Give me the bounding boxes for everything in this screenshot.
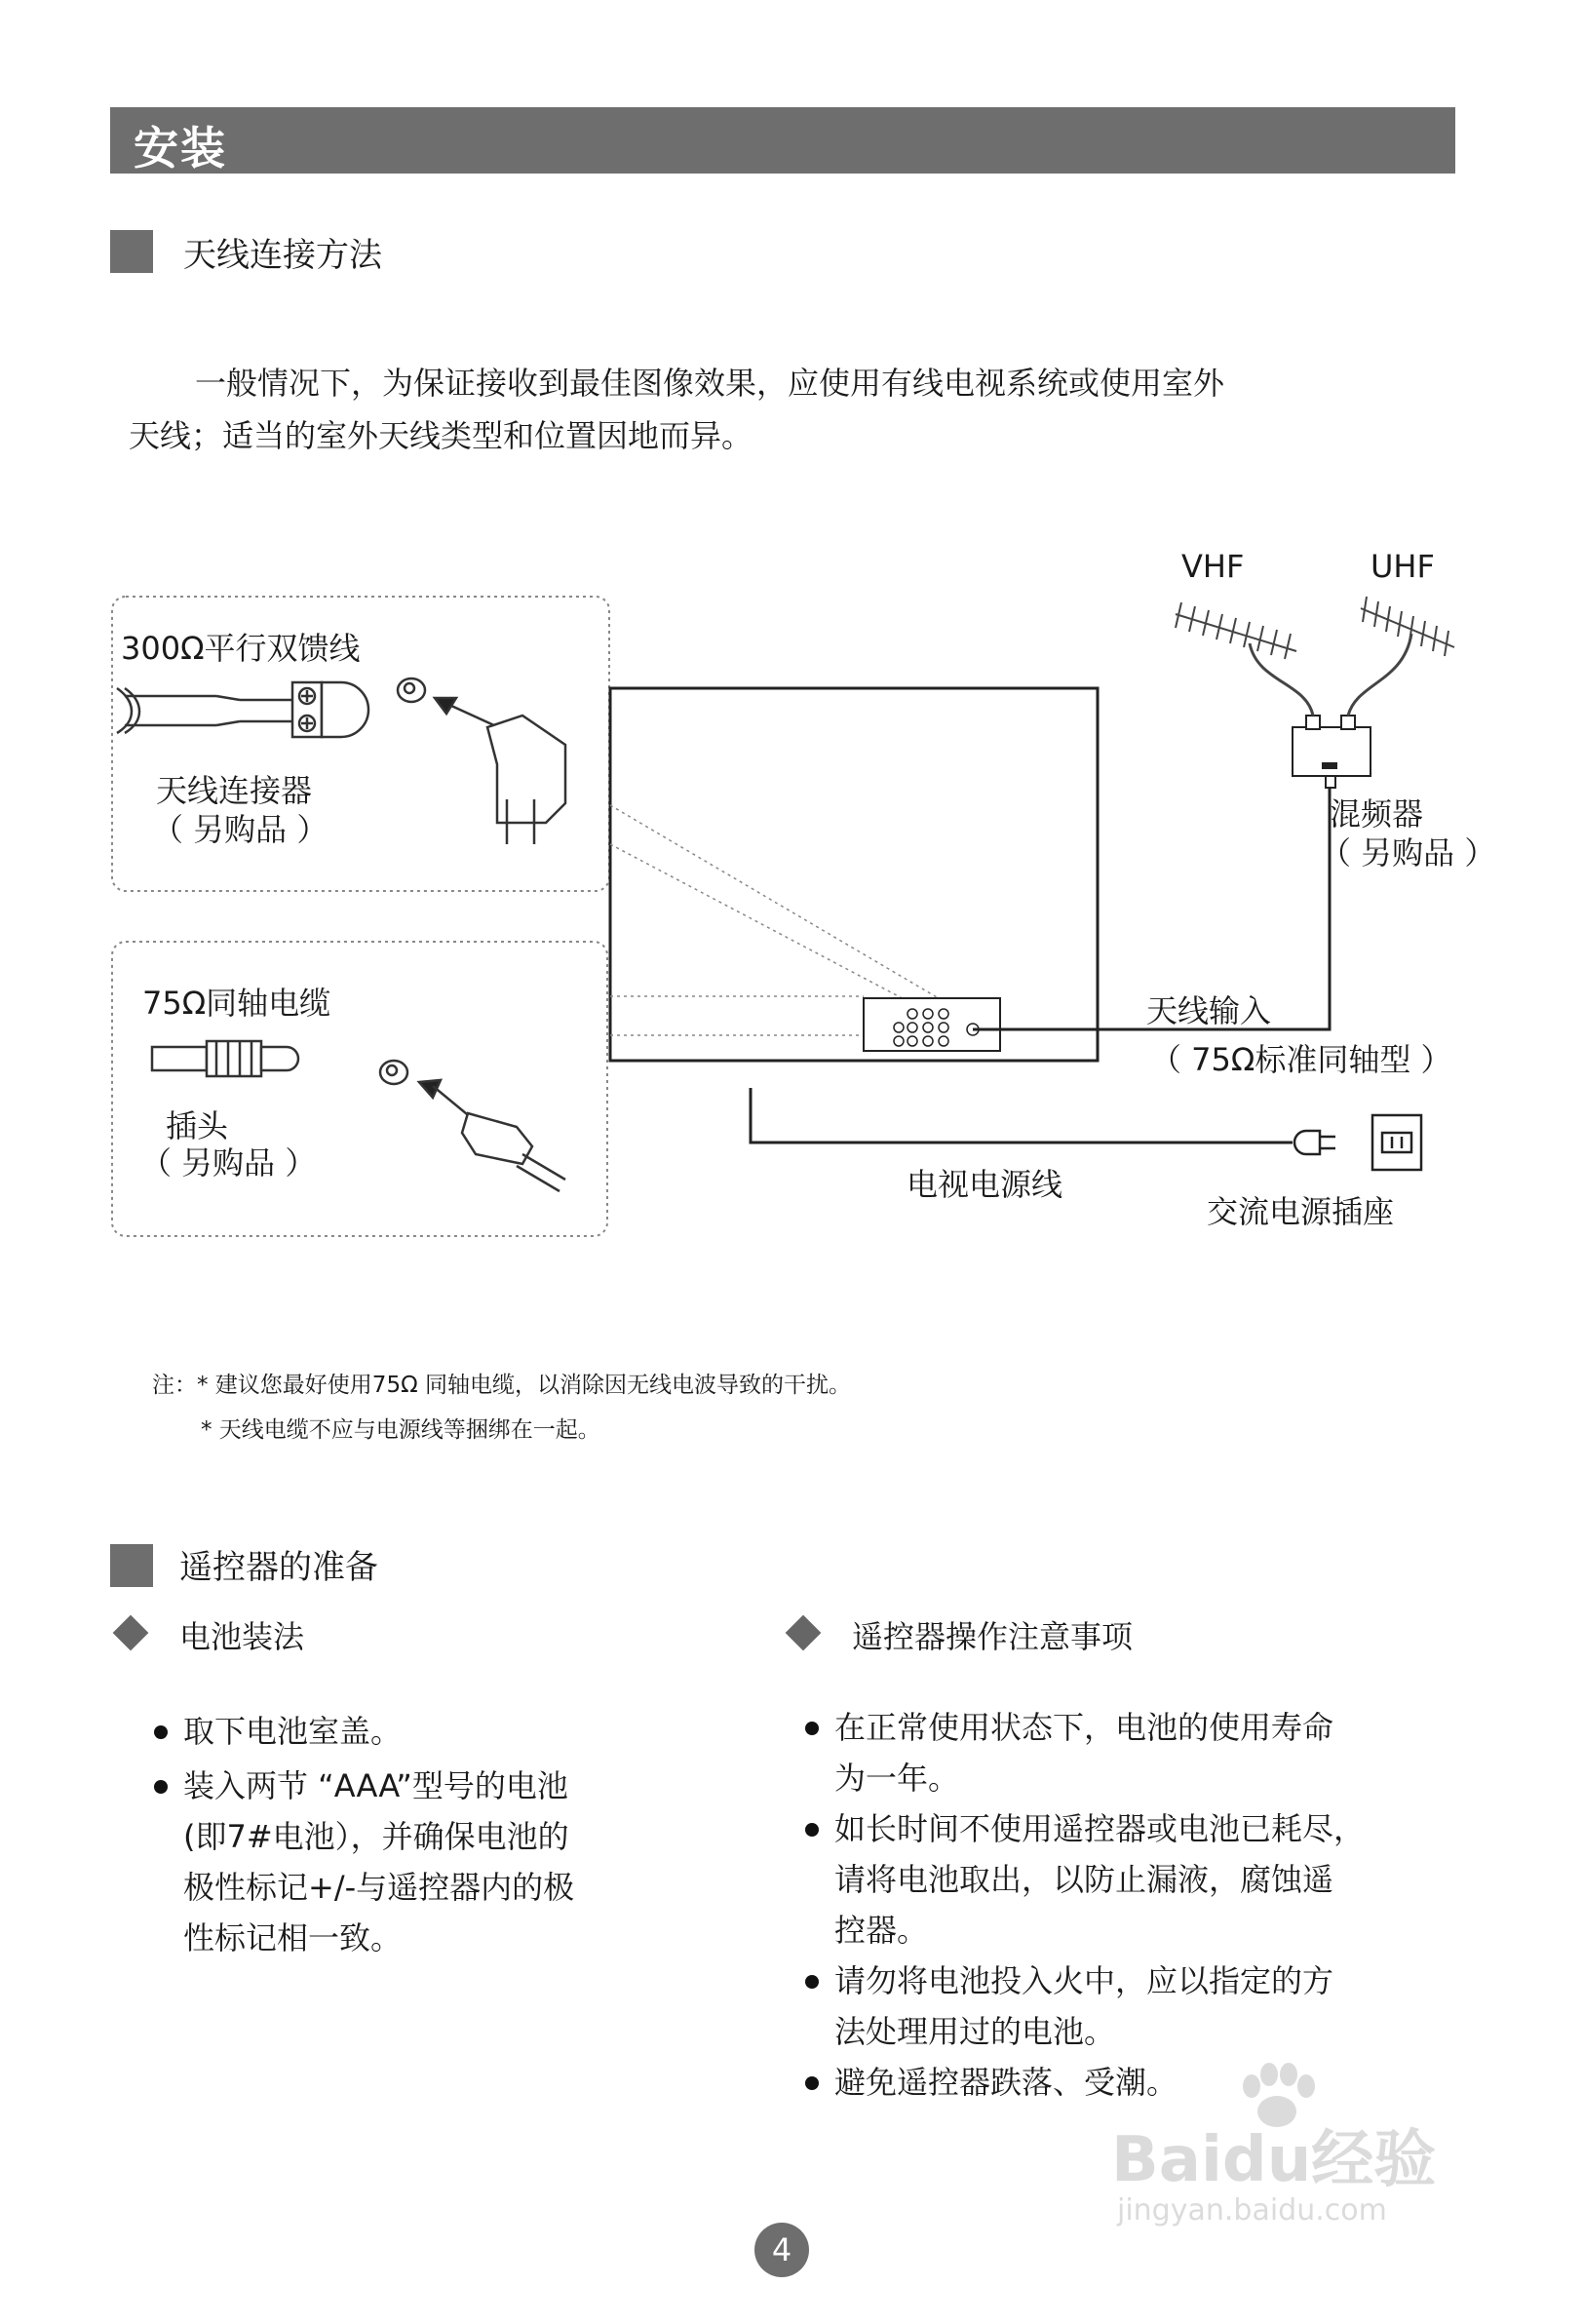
list-item [834,1803,1365,1956]
watermark-url: jingyan.baidu.com [1117,2193,1387,2227]
power-cord [751,1088,1293,1143]
list-item [183,1761,574,1963]
ac-outlet-drawing [1372,1115,1421,1170]
list-line: 控器。 [834,1912,929,1949]
section-marker [110,1544,153,1587]
list-line: 取下电池室盖。 [183,1713,403,1750]
bullet-icon [805,1722,819,1735]
f-connector-bottom [380,1061,565,1191]
bullet-icon [154,1725,168,1739]
note-line-1: 注：* 建议您最好使用75Ω 同轴电缆，以消除因无线电波导致的干扰。 [152,1373,851,1398]
list-line: 请将电池取出，以防止漏液，腐蚀遥 [834,1861,1334,1898]
list-item [834,1702,1333,1803]
coax-label: 75Ω同轴电缆 [142,985,331,1022]
mixer-label: 混频器 [1330,795,1424,833]
list-line: 为一年。 [834,1760,960,1797]
plug-optional-label: （ 另购品 ） [140,1144,317,1181]
antenna-connector-drawing [292,682,368,737]
vhf-feed [1250,643,1313,716]
twin-lead-label: 300Ω平行双馈线 [121,630,361,667]
baidu-watermark [1111,2067,1491,2242]
bullet-icon [154,1780,168,1794]
page-title: 安装 [134,122,227,174]
mixer-optional-label: （ 另购品 ） [1320,834,1496,872]
intro-line-2: 天线；适当的室外天线类型和位置因地而异。 [129,417,753,454]
list-item [183,1706,402,1757]
list-line: 装入两节 “AAA”型号的电池 [183,1767,568,1804]
plug-label: 插头 [166,1107,229,1144]
vhf-antenna [1176,602,1296,659]
list-line: 性标记相一致。 [183,1919,403,1956]
tv-back-panel [610,688,1098,1061]
note-line-2: * 天线电缆不应与电源线等捆绑在一起。 [201,1417,600,1443]
bullet-icon [805,1975,819,1989]
battery-install-title: 电池装法 [179,1618,305,1655]
vhf-label: VHF [1181,548,1245,585]
guide-line [610,805,965,1014]
section-title-antenna: 天线连接方法 [183,236,382,275]
tv-power-cord-label: 电视电源线 [907,1166,1063,1203]
list-line: 如长时间不使用遥控器或电池已耗尽， [834,1810,1366,1847]
coax-cable-drawing [152,1041,298,1076]
list-line: 法处理用过的电池。 [834,2013,1116,2050]
connector-optional-label: （ 另购品 ） [152,811,328,848]
f-connector-top [398,678,565,844]
bullet-icon [805,1823,819,1837]
list-line: 在正常使用状态下，电池的使用寿命 [834,1709,1334,1746]
uhf-label: UHF [1371,548,1435,585]
list-line: 避免遥控器跌落、受潮。 [834,2064,1178,2101]
list-line: (即7#电池），并确保电池的 [183,1818,569,1855]
power-plug [1294,1131,1335,1154]
list-item [834,1956,1333,2057]
ac-outlet-label: 交流电源插座 [1207,1193,1395,1230]
list-line: 极性标记+/-与遥控器内的极 [183,1869,575,1906]
bullet-icon [805,2076,819,2090]
uhf-feed [1348,634,1411,716]
intro-line-1: 一般情况下，为保证接收到最佳图像效果，应使用有线电视系统或使用室外 [195,365,1225,402]
connector-label: 天线连接器 [156,772,313,809]
page-number: 4 [754,2223,809,2277]
twin-lead-wire [117,688,294,733]
remote-notes-title: 遥控器操作注意事项 [852,1618,1134,1655]
antenna-input-label: 天线输入 [1146,992,1272,1029]
list-line: 请勿将电池投入火中，应以指定的方 [834,1962,1334,1999]
section-title-remote: 遥控器的准备 [179,1548,378,1587]
watermark-brand: Baidu经验 [1111,2124,1437,2196]
antenna-input-type-label: （ 75Ω标准同轴型 ） [1150,1041,1452,1078]
